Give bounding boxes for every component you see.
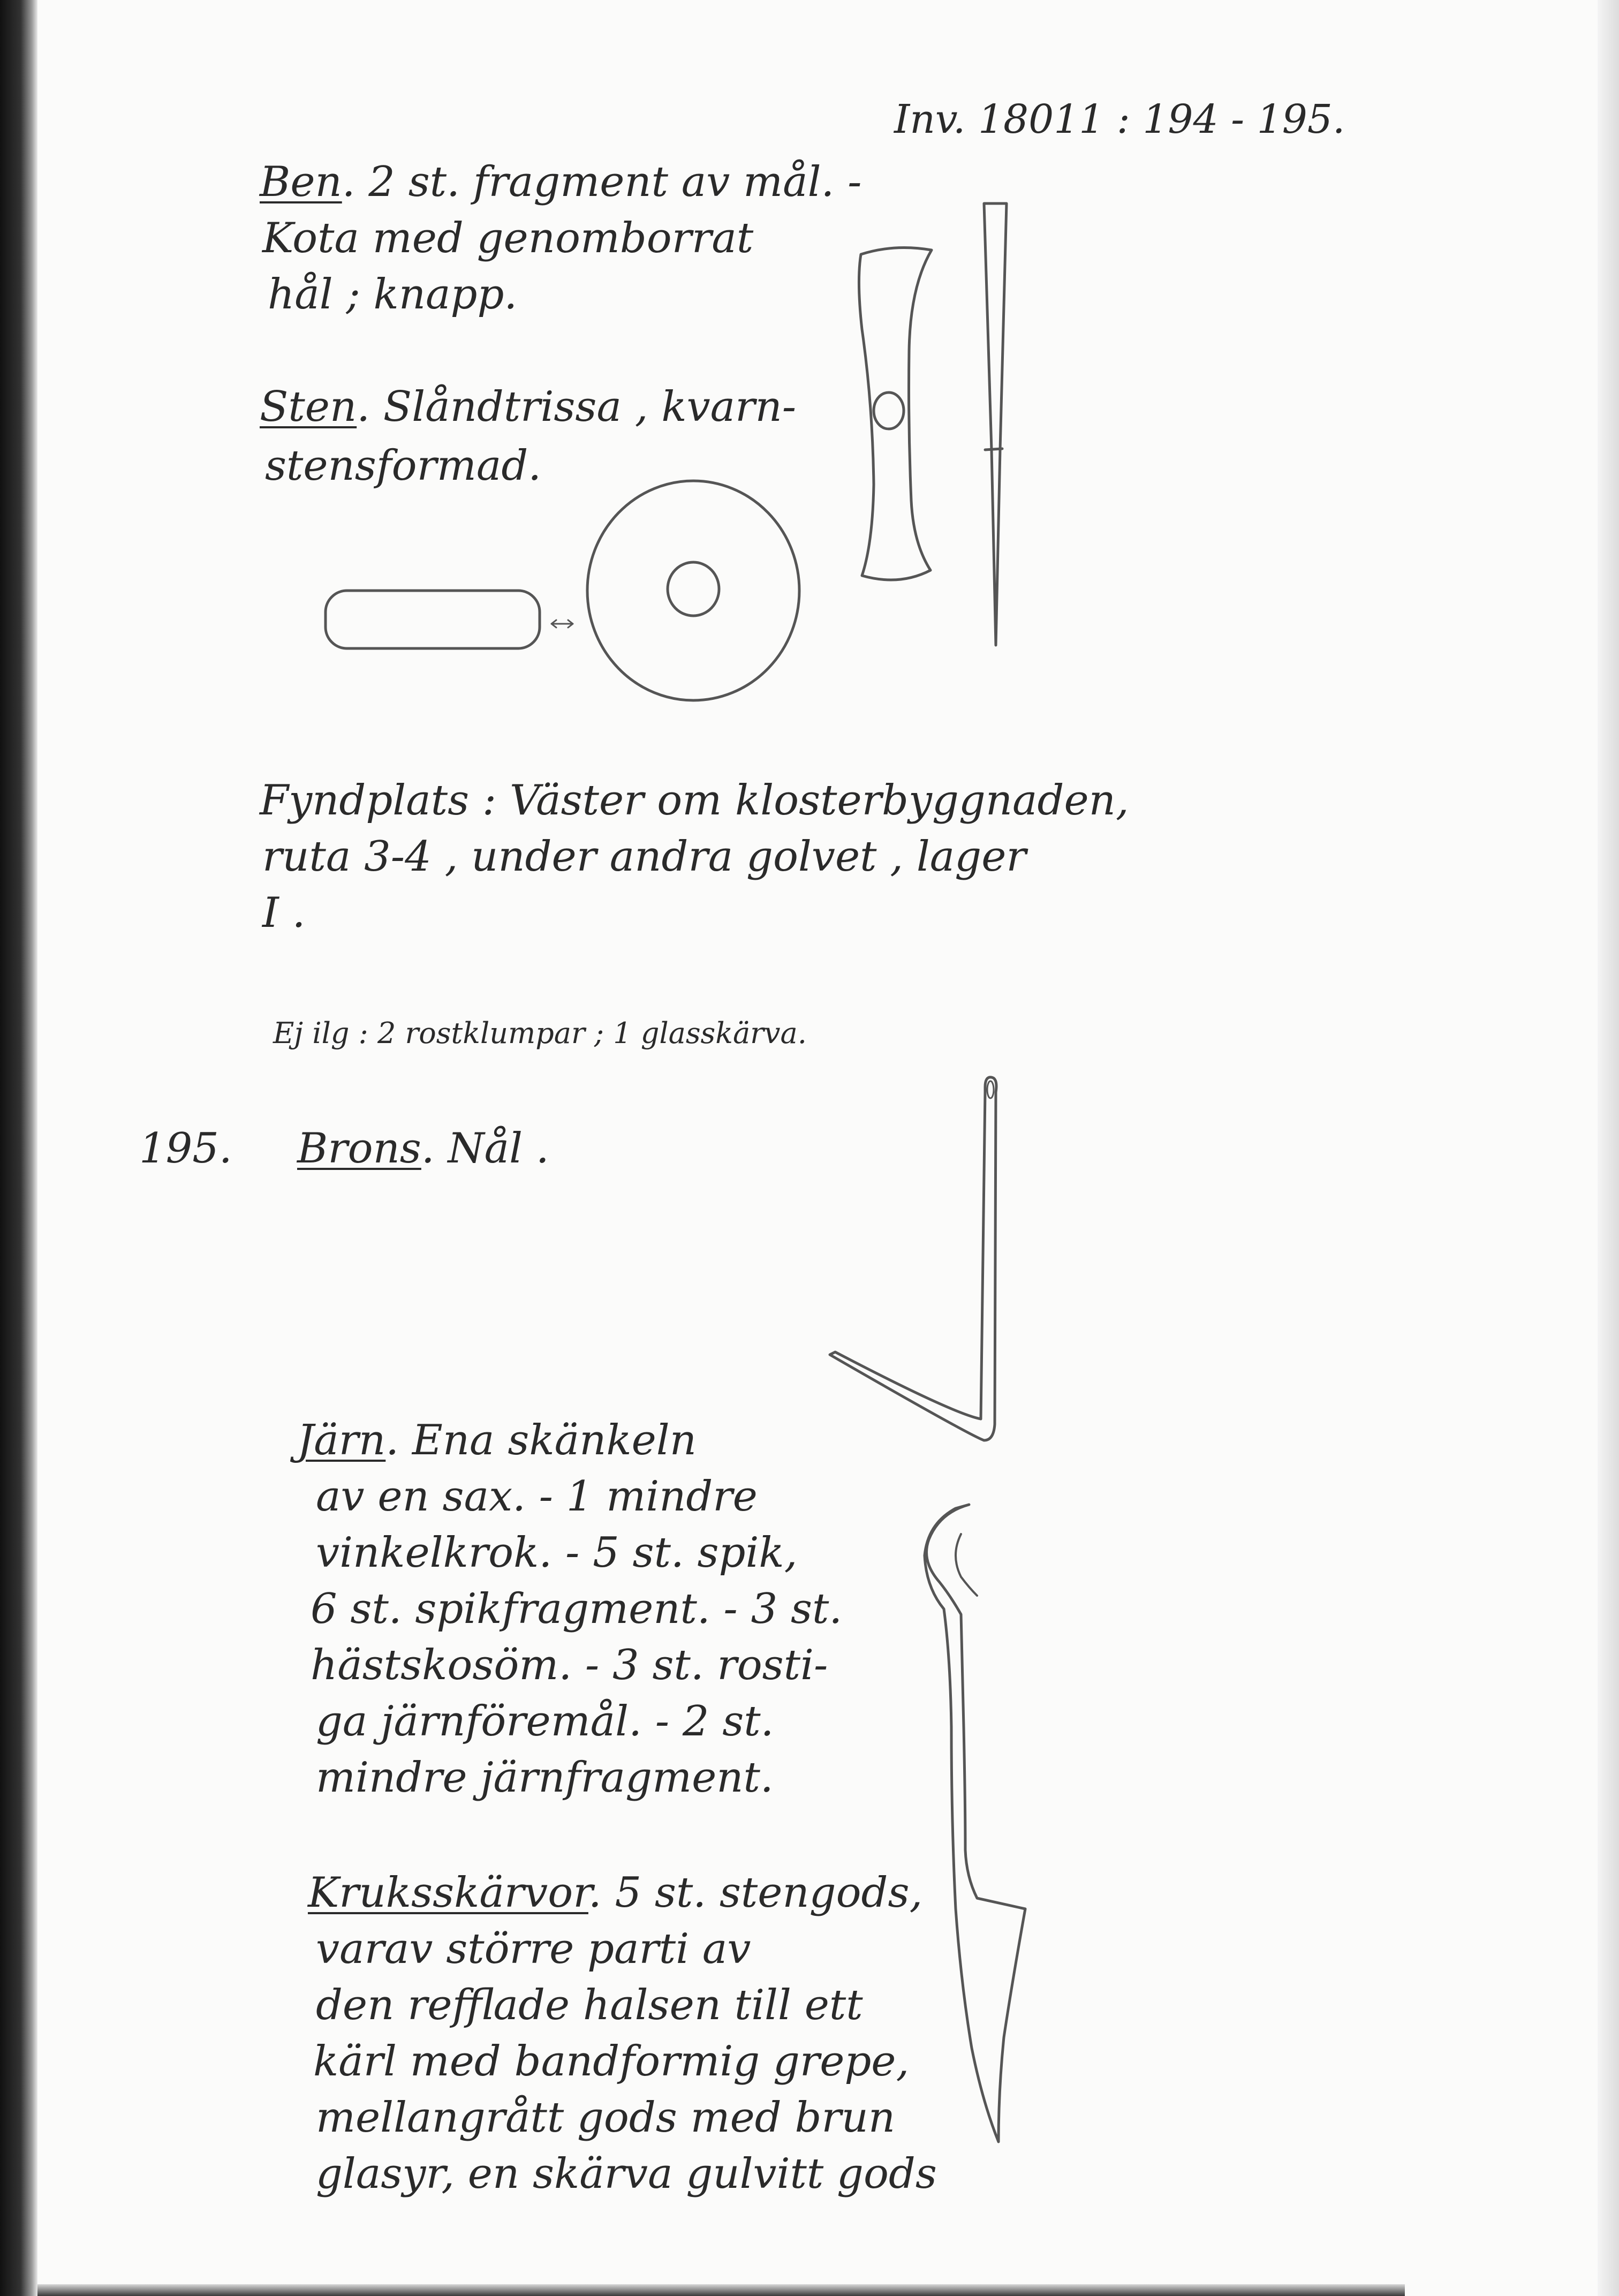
stone-line-1 [260,380,796,434]
bone-needle-drawing [974,198,1017,653]
find-place-line-2: ruta 3-4 , under andra golvet , lager [262,833,1026,881]
page-edge [1598,0,1619,2296]
inventory-reference: Inv. 18011 : 194 - 195. [894,96,1345,142]
ceramics-line-6: glasyr, en skärva gulvitt gods [316,2150,937,2198]
bone-text-1: . 2 st. fragment av mål. - [342,158,862,206]
bone-line-1 [260,155,862,209]
entry-195-number: 195. [139,1124,232,1173]
find-note: Ej ilg : 2 rostklumpar ; 1 glasskärva. [273,1016,807,1050]
ceramics-line-1 [308,1866,922,1920]
ceramics-line-4: kärl med bandformig grepe, [313,2037,910,2086]
stone-text-1: . Slåndtrissa , kvarn- [357,383,797,431]
iron-shears-blade-drawing [918,1502,1041,2150]
spindle-whorl-side-drawing [321,586,546,656]
iron-line-4: 6 st. spikfragment. - 3 st. [311,1585,843,1633]
ceramics-heading: Kruksskärvor [308,1869,588,1917]
spindle-whorl-top-drawing [584,477,808,707]
ceramics-line-3: den refflade halsen till ett [316,1981,863,2029]
ceramics-line-5: mellangrått gods med brun [316,2094,896,2142]
bone-heading: Ben [260,158,342,206]
iron-line-7: mindre järnfragment. [316,1754,774,1802]
iron-line-5: hästskosöm. - 3 st. rosti- [311,1641,828,1689]
iron-heading: Järn [297,1416,386,1464]
iron-line-6: ga järnföremål. - 2 st. [316,1697,774,1746]
ceramics-text-1: . 5 st. stengods, [588,1869,923,1917]
bronze-heading: Brons [297,1124,421,1173]
bone-piece-drawing [846,244,942,592]
iron-line-1 [297,1414,697,1468]
bronze-needle-drawing [824,1071,1007,1456]
ceramics-line-2: varav större parti av [316,1925,751,1973]
bone-line-3: hål ; knapp. [268,270,518,319]
bone-line-2: Kota med genomborrat [262,214,754,262]
bronze-line [297,1122,549,1176]
stone-heading: Sten [260,383,357,431]
bronze-text: . Nål . [421,1124,549,1173]
iron-line-2: av en sax. - 1 mindre [316,1472,758,1521]
notebook-spine [0,0,37,2296]
iron-text-1: . Ena skänkeln [385,1416,697,1464]
page-bottom-shadow [37,2284,1405,2296]
double-arrow-icon [549,616,576,632]
stone-line-2: stensformad. [265,442,542,490]
find-place-line-3: I . [262,889,306,937]
iron-line-3: vinkelkrok. - 5 st. spik, [316,1529,798,1577]
find-place-line-1: Fyndplats : Väster om klosterbyggnaden, [260,776,1129,825]
